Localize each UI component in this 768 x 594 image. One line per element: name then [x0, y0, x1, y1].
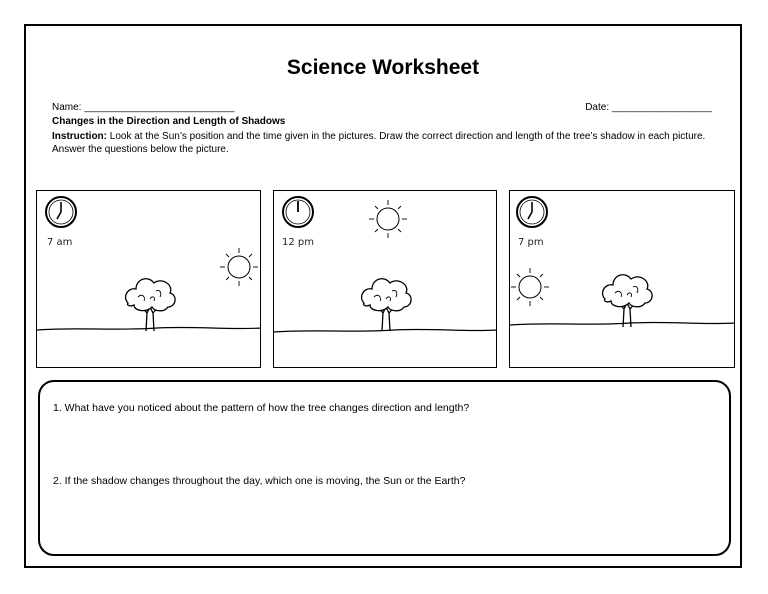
instruction-body: Look at the Sun’s position and the time given in the pictures. Draw the correct direction and length of the tree’s shadow in each picture. Answer the questions below the picture. — [52, 131, 706, 155]
question-2: 2. If the shadow changes throughout the day, which one is moving, the Sun or the Earth? — [53, 475, 466, 487]
time-label: 12 pm — [282, 237, 314, 248]
page-title: Science Worksheet — [286, 56, 480, 79]
name-field[interactable]: Name: ___________________________ — [52, 102, 235, 113]
ground-line — [37, 327, 261, 330]
instruction-label: Instruction: — [52, 131, 107, 142]
tree-icon — [603, 275, 653, 327]
sun-icon — [511, 268, 549, 306]
tree-icon — [126, 279, 176, 331]
time-label: 7 am — [47, 237, 73, 248]
picture-panel-noon[interactable] — [273, 190, 497, 368]
picture-panel-morning[interactable] — [36, 190, 261, 368]
section-heading: Changes in the Direction and Length of Shadows — [52, 116, 286, 127]
date-field[interactable]: Date: __________________ — [585, 102, 712, 113]
question-1: 1. What have you noticed about the pattern of how the tree changes direction and length? — [53, 402, 470, 414]
clock-icon — [283, 197, 313, 227]
picture-panel-evening[interactable] — [509, 190, 735, 368]
clock-icon — [46, 197, 76, 227]
questions-box[interactable] — [38, 380, 731, 556]
worksheet-page — [24, 24, 742, 568]
sun-icon — [369, 200, 407, 238]
clock-icon — [517, 197, 547, 227]
ground-line — [274, 329, 497, 332]
tree-icon — [362, 279, 412, 331]
instruction-text — [52, 130, 722, 156]
sun-icon — [220, 248, 258, 286]
time-label: 7 pm — [518, 237, 544, 248]
